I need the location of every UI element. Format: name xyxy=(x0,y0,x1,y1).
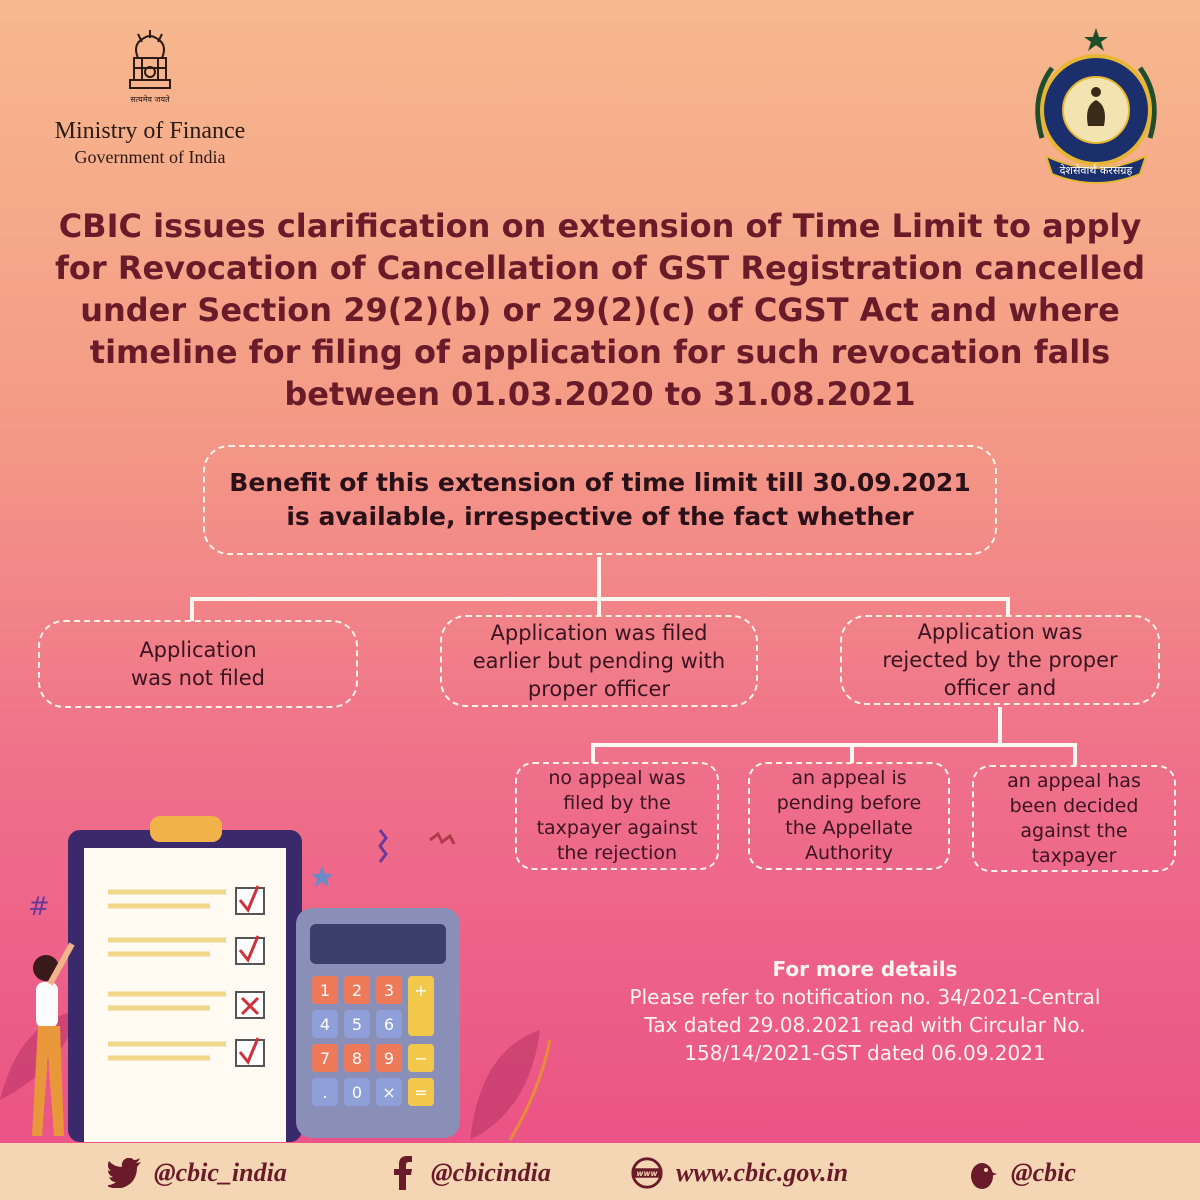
squiggle-icon xyxy=(380,830,386,862)
calculator-key-label: 3 xyxy=(383,981,395,1000)
connector xyxy=(998,707,1002,745)
calculator-key-label: 4 xyxy=(319,1015,331,1034)
svg-text:www: www xyxy=(636,1168,658,1178)
cbic-seal-icon xyxy=(1022,28,1170,188)
branch-not-filed: Application was not filed xyxy=(38,620,358,708)
illustration xyxy=(0,800,560,1145)
branch-rejected: Application was rejected by the proper officer and xyxy=(840,615,1160,705)
calculator-key-label: 6 xyxy=(383,1015,395,1034)
branch-pending: Application was filed earlier but pending with proper officer xyxy=(440,615,758,707)
benefit-box xyxy=(203,445,997,555)
government-name: Government of India xyxy=(74,147,226,167)
more-details: For more details Please refer to notification no. 34/2021-Central Tax dated 29.08.2021 read with Circular No. 158/14/2021-GST dated 06.09.2021 xyxy=(560,955,1170,1067)
ministry-name: Ministry of Finance xyxy=(54,118,246,144)
connector xyxy=(591,743,1077,747)
calculator-key-label: 2 xyxy=(351,981,363,1000)
star-icon xyxy=(311,866,333,887)
twitter-icon xyxy=(108,1156,142,1190)
connector xyxy=(597,597,601,615)
headline: CBIC issues clarification on extension of Time Limit to apply for Revocation of Cancellation of GST Registration cancelled under Section 29(2)(b) or 29(2)(c) of CGST Act and where timeline for filing of application for such revocation falls between 01.03.2020 to 31.08.2021 xyxy=(54,207,1146,413)
calculator-key-label: = xyxy=(414,1083,428,1102)
ministry-logo xyxy=(30,28,270,169)
more-details-heading: For more details xyxy=(772,957,958,981)
sub-appeal-pending: an appeal is pending before the Appellate Authority xyxy=(748,762,950,870)
svg-text:देशसेवार्थ करसंग्रह: देशसेवार्थ करसंग्रह xyxy=(1059,164,1133,177)
calculator-key-label: + xyxy=(414,981,428,1000)
calculator-key-label: 0 xyxy=(351,1083,363,1102)
website-link[interactable]: www www.cbic.gov.in xyxy=(630,1155,848,1191)
emblem-icon xyxy=(120,28,180,108)
benefit-line-2: is available, irrespective of the fact whether xyxy=(286,502,914,531)
calculator-key-label: 7 xyxy=(319,1049,331,1068)
twitter-handle[interactable]: @cbic_india xyxy=(108,1155,287,1191)
squiggle-icon xyxy=(430,834,454,844)
sub-no-appeal: no appeal was filed by the taxpayer against the rejection xyxy=(515,762,719,870)
connector xyxy=(190,597,194,621)
leaf-icon xyxy=(470,1030,540,1140)
calculator-key-label: 1 xyxy=(319,981,331,1000)
connector xyxy=(850,743,854,763)
benefit-line-1: Benefit of this extension of time limit till 30.09.2021 xyxy=(229,468,971,497)
calculator-key-label: . xyxy=(322,1083,328,1102)
facebook-handle[interactable]: @cbicindia xyxy=(385,1155,551,1191)
calculator-key-label: × xyxy=(382,1083,396,1102)
connector xyxy=(591,743,595,763)
calculator-key-label: 9 xyxy=(383,1049,395,1068)
calculator-key-label: 8 xyxy=(351,1049,363,1068)
connector xyxy=(1006,597,1010,615)
www-icon xyxy=(630,1156,664,1190)
koo-icon xyxy=(965,1156,999,1190)
sub-appeal-decided: an appeal has been decided against the taxpayer xyxy=(972,765,1176,872)
facebook-icon xyxy=(385,1156,419,1190)
calculator-key-label: − xyxy=(414,1049,428,1068)
connector xyxy=(1073,743,1077,765)
connector xyxy=(597,557,601,599)
hash-icon: # xyxy=(28,892,50,922)
koo-handle[interactable]: @cbic xyxy=(965,1155,1076,1191)
calculator-key-label: 5 xyxy=(351,1015,363,1034)
svg-text:सत्यमेव जयते: सत्यमेव जयते xyxy=(130,95,170,104)
